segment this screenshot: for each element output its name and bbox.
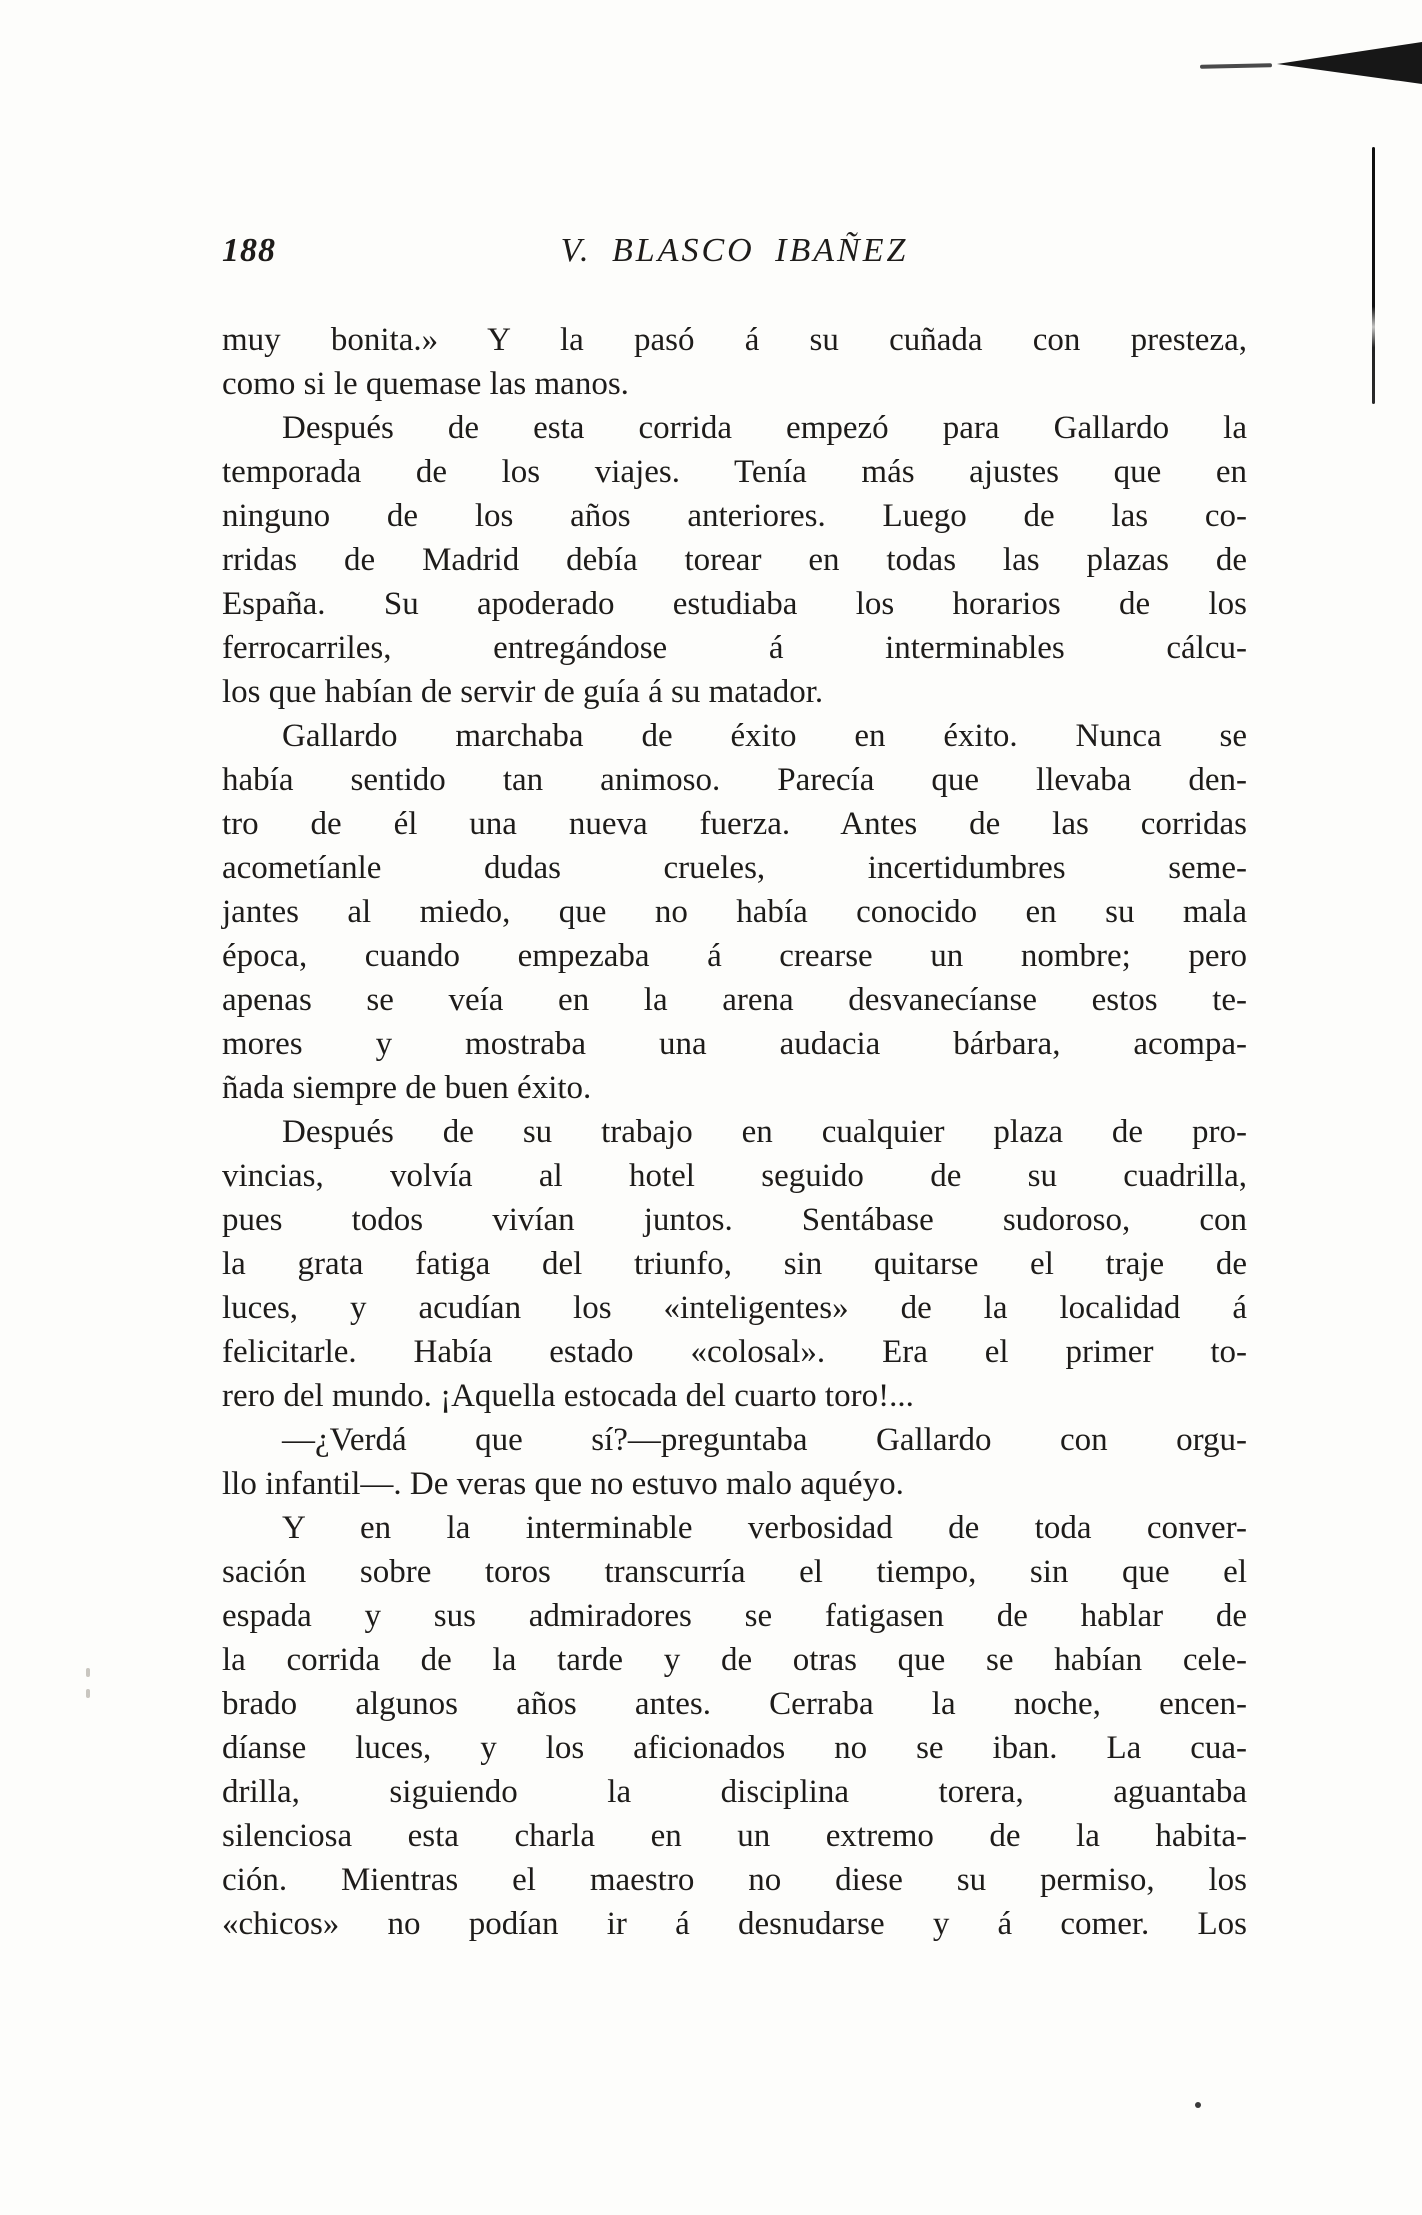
text-line: apenas se veía en la arena desvanecíanse estos te- — [222, 982, 1247, 1018]
corner-fold-mark — [1277, 40, 1422, 90]
text-line: ninguno de los años anteriores. Luego de las co- — [222, 498, 1247, 534]
text-line: rero del mundo. ¡Aquella estocada del cuarto toro!... — [222, 1378, 914, 1414]
text-line: la grata fatiga del triunfo, sin quitarse el traje de — [222, 1246, 1247, 1282]
page-number: 188 — [222, 232, 276, 269]
text-line: mores y mostraba una audacia bárbara, acompa- — [222, 1026, 1247, 1062]
text-line: acometíanle dudas crueles, incertidumbres seme- — [222, 850, 1247, 886]
stray-dot — [1195, 2102, 1201, 2108]
text-line: llo infantil—. De veras que no estuvo malo aquéyo. — [222, 1466, 904, 1502]
text-line: jantes al miedo, que no había conocido en su mala — [222, 894, 1247, 930]
text-line: luces, y acudían los «inteligentes» de la localidad á — [222, 1290, 1247, 1326]
text-line: brado algunos años antes. Cerraba la noche, encen- — [222, 1686, 1247, 1722]
text-line: silenciosa esta charla en un extremo de la habita- — [222, 1818, 1247, 1854]
text-line: España. Su apoderado estudiaba los horarios de los — [222, 586, 1247, 622]
text-line: como si le quemase las manos. — [222, 366, 629, 402]
text-line: ción. Mientras el maestro no diese su permiso, los — [222, 1862, 1247, 1898]
left-margin-smudge — [86, 1668, 92, 1712]
text-line: pues todos vivían juntos. Sentábase sudoroso, con — [222, 1202, 1247, 1238]
text-line: rridas de Madrid debía torear en todas las plazas de — [222, 542, 1247, 578]
text-line: espada y sus admiradores se fatigasen de hablar de — [222, 1598, 1247, 1634]
text-line: vincias, volvía al hotel seguido de su cuadrilla, — [222, 1158, 1247, 1194]
text-line: había sentido tan animoso. Parecía que llevaba den- — [222, 762, 1247, 798]
corner-dash-mark — [1200, 63, 1272, 69]
running-header-title: V. BLASCO IBAÑEZ — [560, 232, 909, 269]
text-line: la corrida de la tarde y de otras que se habían cele- — [222, 1642, 1247, 1678]
text-line: díanse luces, y los aficionados no se iban. La cua- — [222, 1730, 1247, 1766]
body-text-block — [222, 318, 1247, 1946]
text-line: tro de él una nueva fuerza. Antes de las corridas — [222, 806, 1247, 842]
text-line: sación sobre toros transcurría el tiempo, sin que el — [222, 1554, 1247, 1590]
text-line: muy bonita.» Y la pasó á su cuñada con presteza, — [222, 322, 1247, 358]
text-line: Y en la interminable verbosidad de toda conver- — [282, 1510, 1247, 1546]
text-line: temporada de los viajes. Tenía más ajustes que en — [222, 454, 1247, 490]
text-line: —¿Verdá que sí?—preguntaba Gallardo con orgu- — [282, 1422, 1247, 1458]
text-line: felicitarle. Había estado «colosal». Era el primer to- — [222, 1334, 1247, 1370]
text-line: Después de esta corrida empezó para Gallardo la — [282, 410, 1247, 446]
text-line: Después de su trabajo en cualquier plaza de pro- — [282, 1114, 1247, 1150]
text-line: ferrocarriles, entregándose á interminables cálcu- — [222, 630, 1247, 666]
text-line: «chicos» no podían ir á desnudarse y á comer. Los — [222, 1906, 1247, 1942]
text-line: Gallardo marchaba de éxito en éxito. Nunca se — [282, 718, 1247, 754]
text-line: los que habían de servir de guía á su matador. — [222, 674, 824, 710]
right-margin-line — [1372, 147, 1375, 404]
page-header — [222, 232, 1247, 282]
text-line: época, cuando empezaba á crearse un nombre; pero — [222, 938, 1247, 974]
text-line: drilla, siguiendo la disciplina torera, aguantaba — [222, 1774, 1247, 1810]
text-line: ñada siempre de buen éxito. — [222, 1070, 592, 1106]
